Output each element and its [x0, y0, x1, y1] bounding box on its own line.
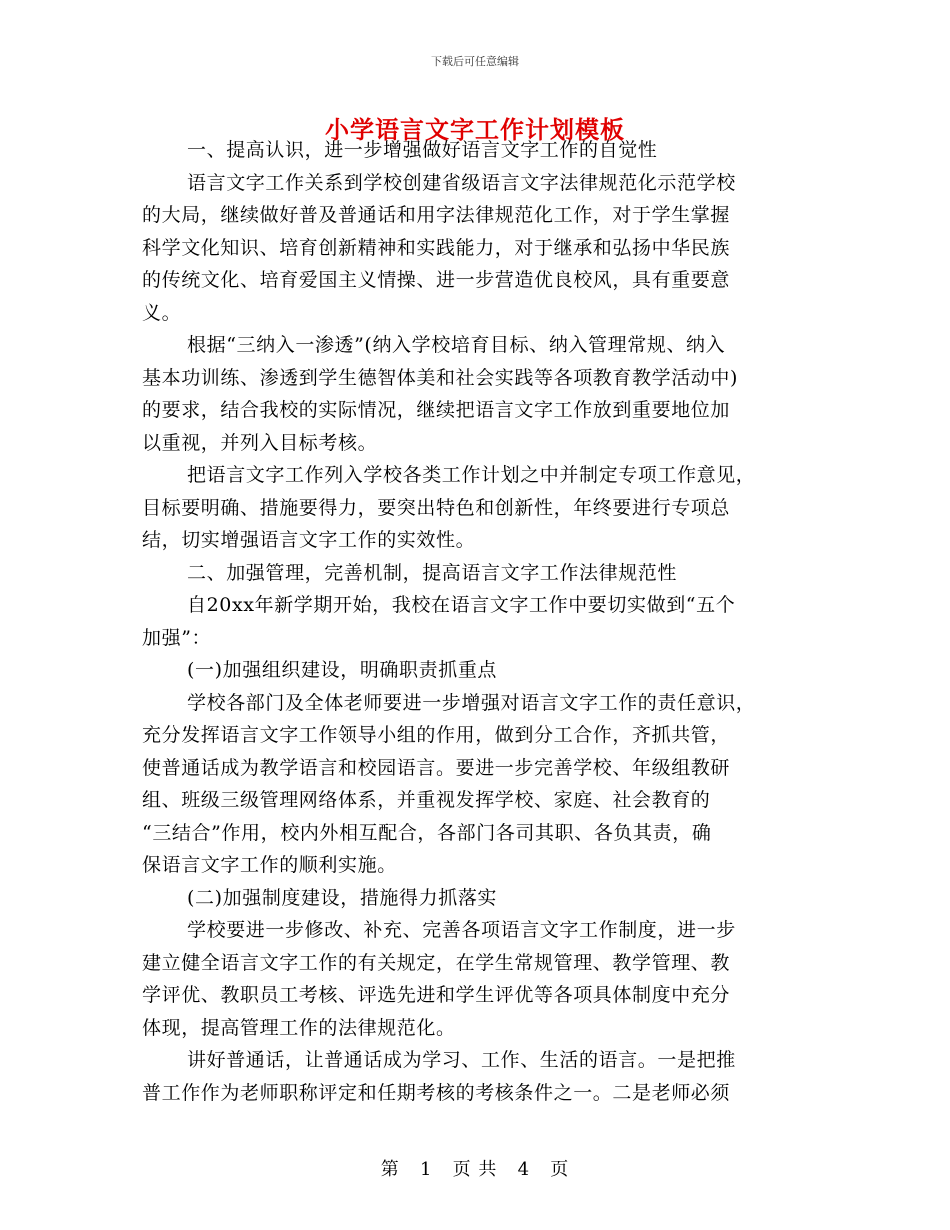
text-line: 结，切实增强语言文字工作的实效性。	[142, 529, 476, 551]
text-line: 的大局，继续做好普及普通话和用字法律规范化工作，对于学生掌握	[142, 204, 731, 226]
text-line: 义。	[142, 301, 182, 324]
text-line: 组、班级三级管理网络体系，并重视发挥学校、家庭、社会教育的	[142, 789, 711, 811]
text-line: 使普通话成为教学语言和校园语言。要进一步完善学校、年级组教研	[142, 756, 731, 779]
text-line: 基本功训练、渗透到学生德智体美和社会实践等各项教育教学活动中)	[142, 366, 739, 389]
text-line: 二、加强管理，完善机制，提高语言文字工作法律规范性	[187, 561, 678, 584]
text-line: 体现，提高管理工作的法律规范化。	[142, 1016, 456, 1039]
text-line: 保语言文字工作的顺利实施。	[142, 854, 397, 876]
text-line: 建立健全语言文字工作的有关规定，在学生常规管理、教学管理、教	[142, 951, 731, 974]
text-line: 学校各部门及全体老师要进一步增强对语言文字工作的责任意识，	[187, 691, 756, 714]
text-line: (一)加强组织建设，明确职责抓重点	[187, 659, 498, 681]
footer-middle: 页 共	[452, 1159, 498, 1180]
text-line: 的要求，结合我校的实际情况，继续把语言文字工作放到重要地位加	[142, 399, 731, 421]
text-line: (二)加强制度建设，措施得力抓落实	[187, 886, 498, 909]
footer-total-pages: 4	[517, 1159, 531, 1180]
text-line: 一、提高认识，进一步增强做好语言文字工作的自觉性	[187, 139, 658, 161]
text-line: 目标要明确、措施要得力，要突出特色和创新性，年终要进行专项总	[142, 496, 731, 519]
footer-prefix: 第	[380, 1159, 400, 1180]
text-line: 普工作作为老师职称评定和任期考核的考核条件之一。二是老师必须	[142, 1081, 731, 1104]
text-line: 语言文字工作关系到学校创建省级语言文字法律规范化示范学校	[187, 171, 736, 194]
text-line: 充分发挥语言文字工作领导小组的作用，做到分工合作，齐抓共管，	[142, 724, 731, 746]
footer-suffix: 页	[550, 1159, 570, 1180]
page-footer	[0, 1155, 950, 1181]
footer-page-number: 1	[419, 1159, 433, 1180]
text-line: 根据“三纳入一渗透”(纳入学校培育目标、纳入管理常规、纳入	[187, 334, 726, 356]
text-line: “三结合”作用，校内外相互配合，各部门各司其职、各负其责，确	[142, 821, 712, 844]
text-line: 讲好普通话，让普通话成为学习、工作、生活的语言。一是把推	[187, 1049, 736, 1071]
text-line: 把语言文字工作列入学校各类工作计划之中并制定专项工作意见，	[187, 464, 756, 486]
header-note: 下载后可任意编辑	[431, 55, 519, 68]
text-line: 科学文化知识、培育创新精神和实践能力，对于继承和弘扬中华民族	[142, 236, 731, 259]
text-line: 加强”：	[142, 626, 212, 649]
document-body	[142, 134, 808, 1109]
text-line: 学校要进一步修改、补充、完善各项语言文字工作制度，进一步	[187, 919, 736, 941]
text-line: 的传统文化、培育爱国主义情操、进一步营造优良校风，具有重要意	[142, 269, 731, 291]
document-title: 小学语言文字工作计划模板	[325, 115, 625, 144]
text-line: 学评优、教职员工考核、评选先进和学生评优等各项具体制度中充分	[142, 984, 731, 1006]
text-line: 以重视，并列入目标考核。	[142, 431, 378, 454]
text-line: 自20xx年新学期开始，我校在语言文字工作中要切实做到“五个	[187, 594, 736, 616]
